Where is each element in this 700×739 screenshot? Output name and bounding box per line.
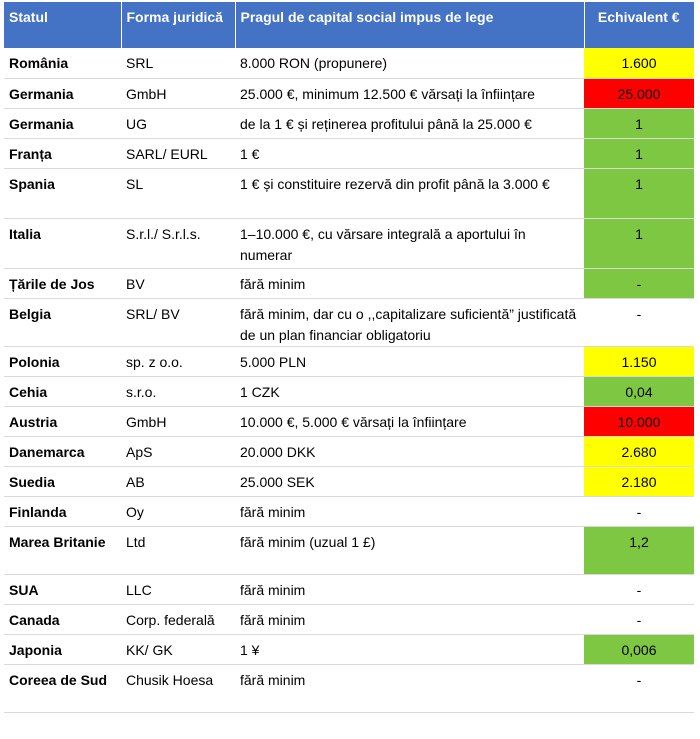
legal-form-cell: SL [121, 168, 235, 218]
equivalent-cell: 1 [584, 138, 694, 168]
equivalent-cell: 1 [584, 168, 694, 218]
country-cell: Marea Britanie [4, 526, 121, 574]
legal-form-cell: Ltd [121, 526, 235, 574]
legal-form-cell: sp. z o.o. [121, 346, 235, 376]
legal-form-cell: S.r.l./ S.r.l.s. [121, 218, 235, 268]
legal-form-cell: AB [121, 466, 235, 496]
legal-form-cell: SRL/ BV [121, 298, 235, 346]
table-row [4, 526, 694, 574]
threshold-cell: 1 € și constituire rezervă din profit până la 3.000 € [235, 168, 584, 218]
table-row [4, 634, 694, 664]
country-cell: Țările de Jos [4, 268, 121, 298]
header-threshold: Pragul de capital social impus de lege [235, 2, 584, 48]
country-cell: Finlanda [4, 496, 121, 526]
legal-form-cell: Corp. federală [121, 604, 235, 634]
table-row [4, 48, 694, 78]
table-row [4, 138, 694, 168]
table-row [4, 268, 694, 298]
country-cell: Danemarca [4, 436, 121, 466]
legal-form-cell: BV [121, 268, 235, 298]
table-row [4, 574, 694, 604]
table-row [4, 406, 694, 436]
table-row [4, 78, 694, 108]
equivalent-cell: - [584, 604, 694, 634]
threshold-cell: fără minim, dar cu o ,,capitalizare suficientă” justificată de un plan financiar obligatoriu [235, 298, 584, 346]
threshold-cell: 20.000 DKK [235, 436, 584, 466]
country-cell: Germania [4, 78, 121, 108]
threshold-cell: fără minim [235, 268, 584, 298]
legal-form-cell: SARL/ EURL [121, 138, 235, 168]
country-cell: Belgia [4, 298, 121, 346]
threshold-cell: 10.000 €, 5.000 € vărsați la înființare [235, 406, 584, 436]
legal-form-cell: SRL [121, 48, 235, 78]
table-row [4, 496, 694, 526]
country-cell: Canada [4, 604, 121, 634]
header-country: Statul [4, 2, 121, 48]
table-row [4, 346, 694, 376]
country-cell: Cehia [4, 376, 121, 406]
table-header-row [4, 2, 694, 48]
equivalent-cell: - [584, 574, 694, 604]
legal-form-cell: KK/ GK [121, 634, 235, 664]
equivalent-cell: - [584, 664, 694, 712]
equivalent-cell: 1,2 [584, 526, 694, 574]
country-cell: România [4, 48, 121, 78]
legal-form-cell: Oy [121, 496, 235, 526]
table-row [4, 168, 694, 218]
country-cell: Spania [4, 168, 121, 218]
country-cell: Italia [4, 218, 121, 268]
table-row [4, 436, 694, 466]
country-cell: Franța [4, 138, 121, 168]
legal-form-cell: GmbH [121, 406, 235, 436]
equivalent-cell: 0,006 [584, 634, 694, 664]
country-cell: Japonia [4, 634, 121, 664]
country-cell: Polonia [4, 346, 121, 376]
country-cell: Austria [4, 406, 121, 436]
threshold-cell: fără minim [235, 664, 584, 712]
threshold-cell: 1–10.000 €, cu vărsare integrală a aportului în numerar [235, 218, 584, 268]
equivalent-cell: 1 [584, 218, 694, 268]
equivalent-cell: - [584, 268, 694, 298]
threshold-cell: 1 CZK [235, 376, 584, 406]
threshold-cell: 8.000 RON (propunere) [235, 48, 584, 78]
legal-form-cell: Chusik Hoesa [121, 664, 235, 712]
capital-requirements-table [4, 2, 694, 713]
threshold-cell: fără minim (uzual 1 £) [235, 526, 584, 574]
legal-form-cell: LLC [121, 574, 235, 604]
threshold-cell: fără minim [235, 574, 584, 604]
table-row [4, 108, 694, 138]
threshold-cell: 1 € [235, 138, 584, 168]
country-cell: Germania [4, 108, 121, 138]
country-cell: Suedia [4, 466, 121, 496]
equivalent-cell: - [584, 496, 694, 526]
country-cell: Coreea de Sud [4, 664, 121, 712]
threshold-cell: 25.000 €, minimum 12.500 € vărsați la înființare [235, 78, 584, 108]
table-row [4, 604, 694, 634]
threshold-cell: 1 ¥ [235, 634, 584, 664]
threshold-cell: fără minim [235, 496, 584, 526]
equivalent-cell: 0,04 [584, 376, 694, 406]
threshold-cell: fără minim [235, 604, 584, 634]
table-row [4, 466, 694, 496]
header-equivalent: Echivalent € [584, 2, 694, 48]
equivalent-cell: 1 [584, 108, 694, 138]
country-cell: SUA [4, 574, 121, 604]
equivalent-cell: 2.180 [584, 466, 694, 496]
legal-form-cell: ApS [121, 436, 235, 466]
legal-form-cell: GmbH [121, 78, 235, 108]
table-row [4, 218, 694, 268]
equivalent-cell: 1.600 [584, 48, 694, 78]
equivalent-cell: 25.000 [584, 78, 694, 108]
header-legal-form: Forma juridică [121, 2, 235, 48]
equivalent-cell: - [584, 298, 694, 346]
table-row [4, 298, 694, 346]
table-row [4, 376, 694, 406]
threshold-cell: de la 1 € și reținerea profitului până la 25.000 € [235, 108, 584, 138]
equivalent-cell: 1.150 [584, 346, 694, 376]
table-row [4, 664, 694, 712]
equivalent-cell: 2.680 [584, 436, 694, 466]
legal-form-cell: UG [121, 108, 235, 138]
threshold-cell: 5.000 PLN [235, 346, 584, 376]
threshold-cell: 25.000 SEK [235, 466, 584, 496]
equivalent-cell: 10.000 [584, 406, 694, 436]
legal-form-cell: s.r.o. [121, 376, 235, 406]
